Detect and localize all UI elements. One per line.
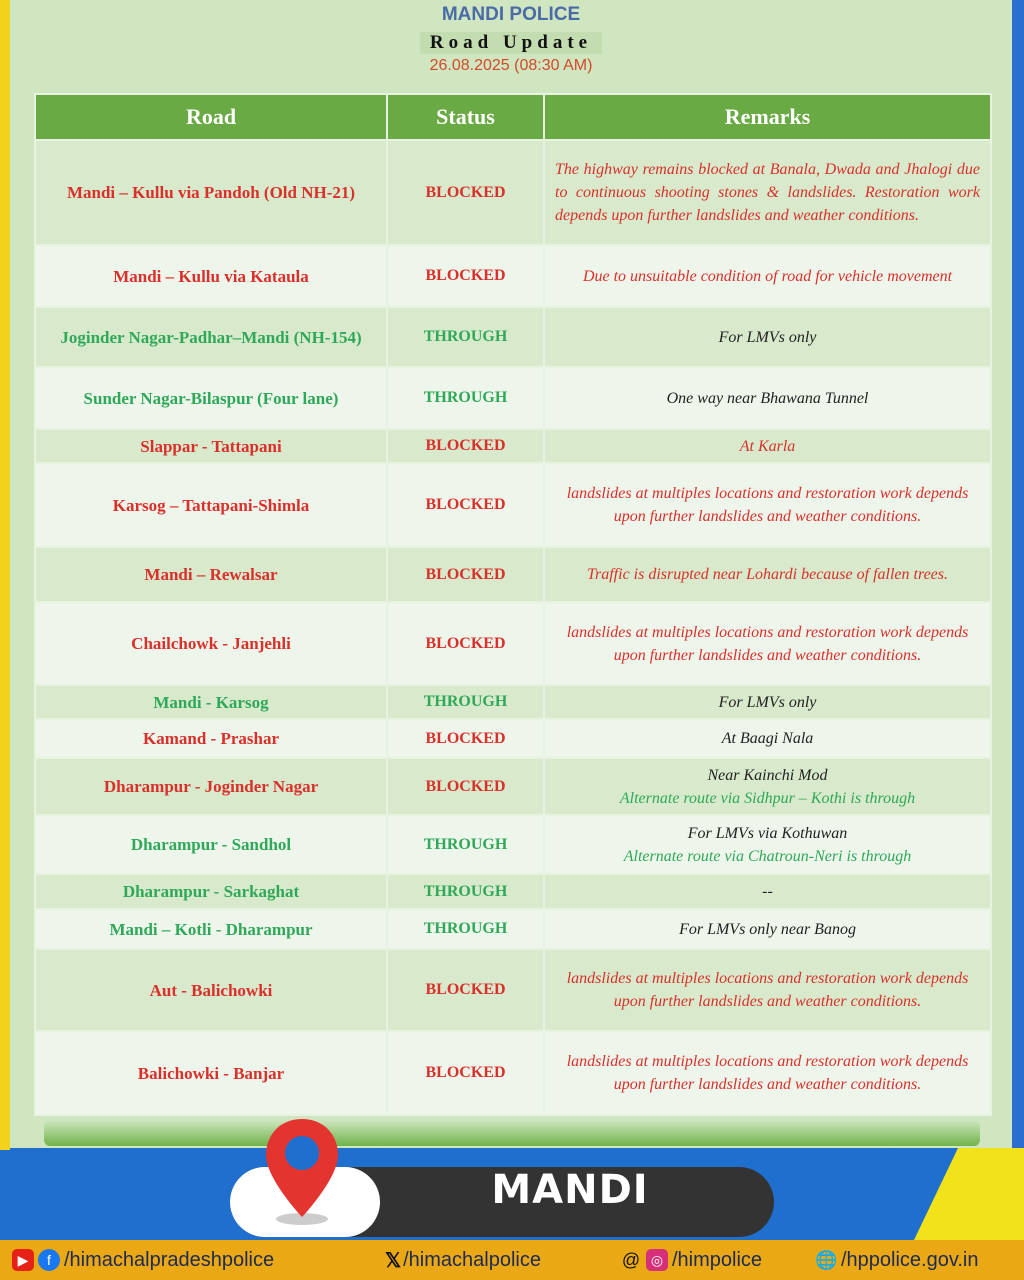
remarks-cell bbox=[544, 140, 991, 245]
road-name: Mandi - Karsog bbox=[35, 685, 387, 719]
remarks-cell bbox=[544, 719, 991, 758]
footer-instagram[interactable] bbox=[620, 1249, 762, 1272]
remark-text: landslides at multiples locations and restoration work depends upon further landslides and weather conditions. bbox=[566, 485, 969, 525]
status-badge: THROUGH bbox=[387, 685, 544, 719]
road-name: Slappar - Tattapani bbox=[35, 429, 387, 463]
remark-text: landslides at multiples locations and restoration work depends upon further landslides and weather conditions. bbox=[566, 1053, 969, 1093]
remarks-cell bbox=[544, 245, 991, 307]
remarks-cell bbox=[544, 547, 991, 602]
road-name: Aut - Balichowki bbox=[35, 949, 387, 1031]
column-header-status: Status bbox=[387, 94, 544, 140]
globe-icon: 🌐 bbox=[815, 1250, 838, 1270]
status-badge: THROUGH bbox=[387, 815, 544, 874]
status-badge: BLOCKED bbox=[387, 1031, 544, 1115]
remarks-cell bbox=[544, 367, 991, 429]
youtube-icon: ▶ bbox=[12, 1249, 34, 1271]
table-row bbox=[35, 307, 991, 367]
footer-facebook-youtube[interactable] bbox=[12, 1249, 274, 1272]
instagram-icon: ◎ bbox=[646, 1249, 668, 1271]
status-badge: BLOCKED bbox=[387, 547, 544, 602]
road-name: Karsog – Tattapani-Shimla bbox=[35, 463, 387, 547]
left-decor-bar bbox=[0, 0, 10, 1150]
org-name: MANDI POLICE bbox=[441, 4, 581, 25]
road-status-table bbox=[34, 93, 992, 1116]
remarks-cell bbox=[544, 463, 991, 547]
instagram-handle: /himpolice bbox=[672, 1248, 763, 1271]
table-row bbox=[35, 949, 991, 1031]
status-badge: BLOCKED bbox=[387, 602, 544, 685]
table-row bbox=[35, 245, 991, 307]
column-header-road: Road bbox=[35, 94, 387, 140]
road-name: Mandi – Kullu via Kataula bbox=[35, 245, 387, 307]
road-name: Dharampur - Sarkaghat bbox=[35, 874, 387, 909]
road-name: Mandi – Rewalsar bbox=[35, 547, 387, 602]
status-badge: BLOCKED bbox=[387, 245, 544, 307]
remarks-cell bbox=[544, 758, 991, 815]
remark-text: For LMVs only near Banog bbox=[679, 920, 856, 938]
panel-shadow bbox=[44, 1120, 980, 1146]
remark-text: Near Kainchi Mod bbox=[707, 766, 828, 784]
right-decor-bar bbox=[1012, 0, 1024, 1150]
table-row bbox=[35, 758, 991, 815]
status-badge: BLOCKED bbox=[387, 719, 544, 758]
x-handle: /himachalpolice bbox=[403, 1248, 541, 1271]
remarks-cell bbox=[544, 685, 991, 719]
remark-text: Alternate route via Sidhpur – Kothi is through bbox=[619, 789, 916, 807]
remark-text: For LMVs only bbox=[718, 328, 817, 346]
remarks-cell bbox=[544, 874, 991, 909]
road-name: Mandi – Kullu via Pandoh (Old NH-21) bbox=[35, 140, 387, 245]
status-badge: THROUGH bbox=[387, 367, 544, 429]
road-name: Sunder Nagar-Bilaspur (Four lane) bbox=[35, 367, 387, 429]
remark-text: For LMVs only bbox=[718, 693, 817, 711]
remark-text: The highway remains blocked at Banala, Dwada and Jhalogi due to continuous shooting stones & landslides. Restoration work depends upon further landslides and weather conditions. bbox=[555, 161, 980, 224]
table-row bbox=[35, 909, 991, 949]
remark-text: One way near Bhawana Tunnel bbox=[666, 389, 869, 407]
table-row bbox=[35, 719, 991, 758]
status-badge: BLOCKED bbox=[387, 758, 544, 815]
status-badge: BLOCKED bbox=[387, 463, 544, 547]
remarks-cell bbox=[544, 1031, 991, 1115]
table-row bbox=[35, 140, 991, 245]
status-badge: BLOCKED bbox=[387, 140, 544, 245]
road-name: Mandi – Kotli - Dharampur bbox=[35, 909, 387, 949]
table-row bbox=[35, 367, 991, 429]
x-icon: 𝕏 bbox=[385, 1249, 402, 1272]
district-name: MANDI bbox=[491, 1167, 649, 1213]
table-row bbox=[35, 547, 991, 602]
road-name: Balichowki - Banjar bbox=[35, 1031, 387, 1115]
table-row bbox=[35, 602, 991, 685]
page-title: Road Update bbox=[420, 32, 602, 54]
facebook-handle: /himachalpradeshpolice bbox=[64, 1248, 275, 1271]
footer-x[interactable] bbox=[385, 1248, 541, 1273]
status-badge: BLOCKED bbox=[387, 429, 544, 463]
status-badge: THROUGH bbox=[387, 909, 544, 949]
remark-text: At Baagi Nala bbox=[721, 730, 814, 747]
location-pin-icon bbox=[262, 1117, 342, 1227]
column-header-remarks: Remarks bbox=[544, 94, 991, 140]
update-datetime: 26.08.2025 (08:30 AM) bbox=[429, 57, 593, 74]
road-name: Dharampur - Sandhol bbox=[35, 815, 387, 874]
remarks-cell bbox=[544, 949, 991, 1031]
remarks-cell bbox=[544, 909, 991, 949]
footer-website[interactable] bbox=[815, 1249, 979, 1272]
threads-icon: @ bbox=[621, 1250, 641, 1270]
yellow-corner-decor bbox=[914, 1148, 1024, 1240]
footer-social-bar bbox=[0, 1240, 1024, 1280]
table-row bbox=[35, 815, 991, 874]
remark-text: landslides at multiples locations and restoration work depends upon further landslides and weather conditions. bbox=[566, 623, 969, 664]
table-header-row bbox=[35, 94, 991, 140]
table-row bbox=[35, 685, 991, 719]
road-name: Dharampur - Joginder Nagar bbox=[35, 758, 387, 815]
remarks-cell bbox=[544, 429, 991, 463]
facebook-icon: f bbox=[38, 1249, 60, 1271]
status-badge: THROUGH bbox=[387, 307, 544, 367]
remark-text: landslides at multiples locations and restoration work depends upon further landslides and weather conditions. bbox=[566, 970, 969, 1010]
table-row bbox=[35, 1031, 991, 1115]
remark-text: Due to unsuitable condition of road for vehicle movement bbox=[582, 267, 953, 285]
remarks-cell bbox=[544, 815, 991, 874]
table-row bbox=[35, 463, 991, 547]
road-name: Chailchowk - Janjehli bbox=[35, 602, 387, 685]
table-row bbox=[35, 874, 991, 909]
status-badge: BLOCKED bbox=[387, 949, 544, 1031]
website-link: /hppolice.gov.in bbox=[841, 1248, 979, 1271]
table-row bbox=[35, 429, 991, 463]
remark-text: Traffic is disrupted near Lohardi because of fallen trees. bbox=[586, 566, 949, 583]
remark-text: At Karla bbox=[739, 437, 796, 455]
remark-text: Alternate route via Chatroun-Neri is through bbox=[623, 847, 912, 865]
road-name: Joginder Nagar-Padhar–Mandi (NH-154) bbox=[35, 307, 387, 367]
road-name: Kamand - Prashar bbox=[35, 719, 387, 758]
remarks-cell bbox=[544, 602, 991, 685]
remark-text: For LMVs via Kothuwan bbox=[687, 824, 848, 842]
remarks-cell bbox=[544, 307, 991, 367]
status-badge: THROUGH bbox=[387, 874, 544, 909]
remark-text: -- bbox=[762, 883, 773, 900]
